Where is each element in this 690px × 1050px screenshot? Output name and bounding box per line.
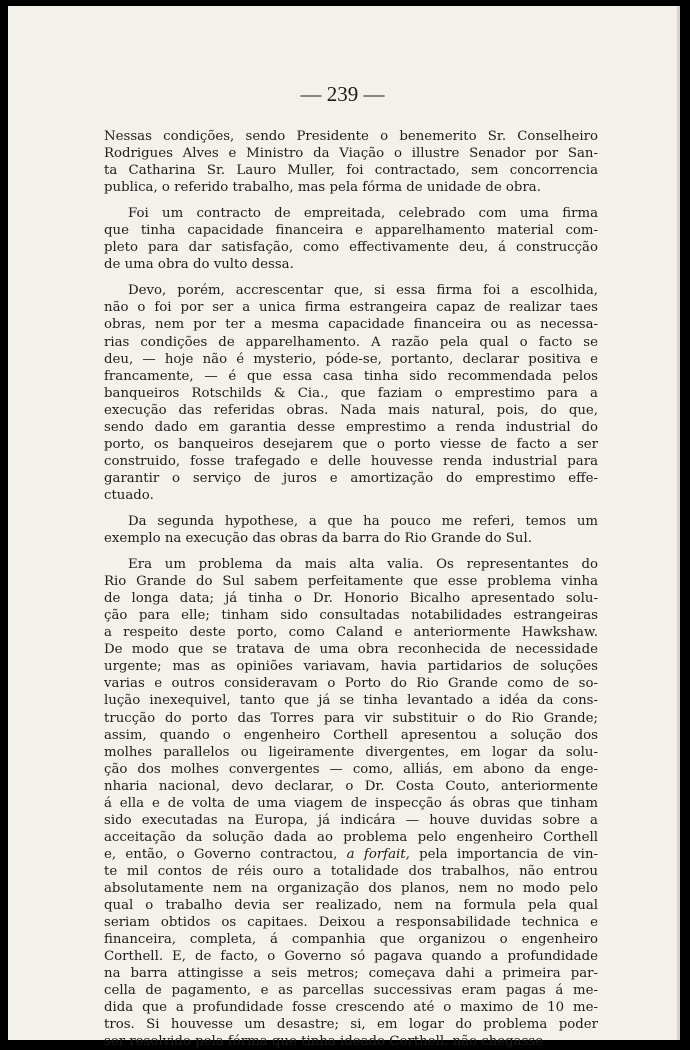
text-line: ser resolvido pela fórma que tinha ideado Corthell, não chegasse: [104, 1034, 544, 1050]
text-line: garantir o serviço de juros e amortização do emprestimo effe-: [104, 470, 598, 486]
text-line: ção dos molhes convergentes — como, alliás, em abono da enge-: [104, 761, 598, 777]
text-line: exemplo na execução das obras da barra do Rio Grande do Sul.: [104, 531, 532, 547]
book-page: [8, 6, 680, 1050]
text-line: cella de pagamento, e as parcellas successivas eram pagas á me-: [104, 983, 598, 999]
text-line: ção para elle; tinham sido consultadas notabilidades estrangeiras: [104, 608, 598, 624]
paragraph: [104, 282, 598, 504]
text-line: molhes parallelos ou ligeiramente divergentes, em logar da solu-: [104, 744, 598, 760]
text-line: banqueiros Rotschilds & Cia., que faziam o emprestimo para a: [104, 385, 598, 401]
text-line: acceitação da solução dada ao problema pelo engenheiro Corthell: [104, 829, 598, 845]
text-line: assim, quando o engenheiro Corthell apresentou a solução dos: [104, 727, 598, 743]
text-line: construido, fosse trafegado e delle houvesse renda industrial para: [104, 453, 598, 469]
text-line: Nessas condições, sendo Presidente o benemerito Sr. Conselheiro: [104, 129, 598, 144]
text-line: Foi um contracto de empreitada, celebrado com uma firma: [128, 206, 598, 222]
text-line: execução das referidas obras. Nada mais natural, pois, do que,: [104, 402, 598, 418]
text-line: Rio Grande do Sul sabem perfeitamente que esse problema vinha: [104, 574, 598, 590]
text-line: Da segunda hypothese, a que ha pouco me referi, temos um: [128, 513, 598, 529]
paragraph: [104, 556, 598, 1050]
text-line: deu, — hoje não é mysterio, póde-se, portanto, declarar positiva e: [104, 351, 598, 367]
text-line: financeira, completa, á companhia que organizou o engenheiro: [104, 932, 598, 948]
text-line: Era um problema da mais alta valia. Os representantes do: [128, 557, 598, 573]
text-line: sendo dado em garantia desse emprestimo a renda industrial do: [104, 419, 598, 435]
text-line: de uma obra do vulto dessa.: [104, 257, 294, 273]
text-line: francamente, — é que essa casa tinha sido recommendada pelos: [104, 368, 598, 384]
text-line: sido executadas na Europa, já indicára — houve duvidas sobre a: [104, 812, 598, 828]
text-line: te mil contos de réis ouro a totalidade dos trabalhos, não entrou: [104, 863, 598, 879]
text-line: publica, o referido trabalho, mas pela fórma de unidade de obra.: [104, 180, 541, 196]
text-line: e, então, o Governo contractou, a forfait, pela importancia de vin-: [104, 846, 598, 862]
text-line: absolutamente nem na organização dos planos, nem no modo pelo: [104, 880, 598, 896]
text-line: porto, os banqueiros desejarem que o porto viesse de facto a ser: [104, 436, 598, 452]
text-line: trucção do porto das Torres para vir substituir o do Rio Grande;: [104, 710, 598, 726]
body-text: [104, 128, 598, 1050]
text-line: Devo, porém, accrescentar que, si essa firma foi a escolhida,: [128, 283, 598, 299]
text-line: ta Catharina Sr. Lauro Muller, foi contractado, sem concorrencia: [104, 163, 598, 179]
paragraph: [104, 513, 598, 547]
text-line: nharia nacional, devo declarar, o Dr. Costa Couto, anteriormente: [104, 778, 598, 794]
text-line: que tinha capacidade financeira e apparelhamento material com-: [104, 223, 598, 239]
page-number: — 239 —: [300, 82, 385, 106]
text-line: De modo que se tratava de uma obra reconhecida de necessidade: [104, 642, 598, 658]
text-line: tros. Si houvesse um desastre; si, em logar do problema poder: [104, 1017, 598, 1033]
text-line: na barra attingisse a seis metros; começava dahi a primeira par-: [104, 966, 598, 982]
text-line: ctuado.: [104, 487, 154, 503]
text-line: Corthell. E, de facto, o Governo só pagava quando a profundidade: [104, 949, 598, 965]
text-line: não o foi por ser a unica firma estrangeira capaz de realizar taes: [104, 300, 598, 316]
text-line: dida que a profundidade fosse crescendo até o maximo de 10 me-: [104, 1000, 598, 1016]
text-line: obras, nem por ter a mesma capacidade financeira ou as necessa-: [104, 317, 598, 333]
text-line: seriam obtidos os capitaes. Deixou a responsabilidade technica e: [104, 915, 598, 931]
text-line: pleto para dar satisfação, como effectivamente deu, á construcção: [104, 240, 598, 256]
text-line: urgente; mas as opiniões variavam, havia partidarios de soluções: [104, 659, 598, 675]
paragraph: [104, 205, 598, 273]
text-line: varias e outros consideravam o Porto do Rio Grande como de so-: [104, 676, 598, 692]
text-line: de longa data; já tinha o Dr. Honorio Bicalho apresentado solu-: [104, 591, 598, 607]
paragraph: [104, 128, 598, 196]
text-line: Rodrigues Alves e Ministro da Viação o illustre Senador por San-: [104, 146, 598, 162]
text-line: rias condições de apparelhamento. A razão pela qual o facto se: [104, 334, 598, 350]
text-line: a respeito deste porto, como Caland e anteriormente Hawkshaw.: [104, 625, 598, 641]
text-line: á ella e de volta de uma viagem de inspecção ás obras que tinham: [104, 795, 598, 811]
text-line: lução inexequivel, tanto que já se tinha levantado a idéa da cons-: [104, 693, 598, 709]
text-line: qual o trabalho devia ser realizado, nem na formula pela qual: [104, 898, 598, 914]
